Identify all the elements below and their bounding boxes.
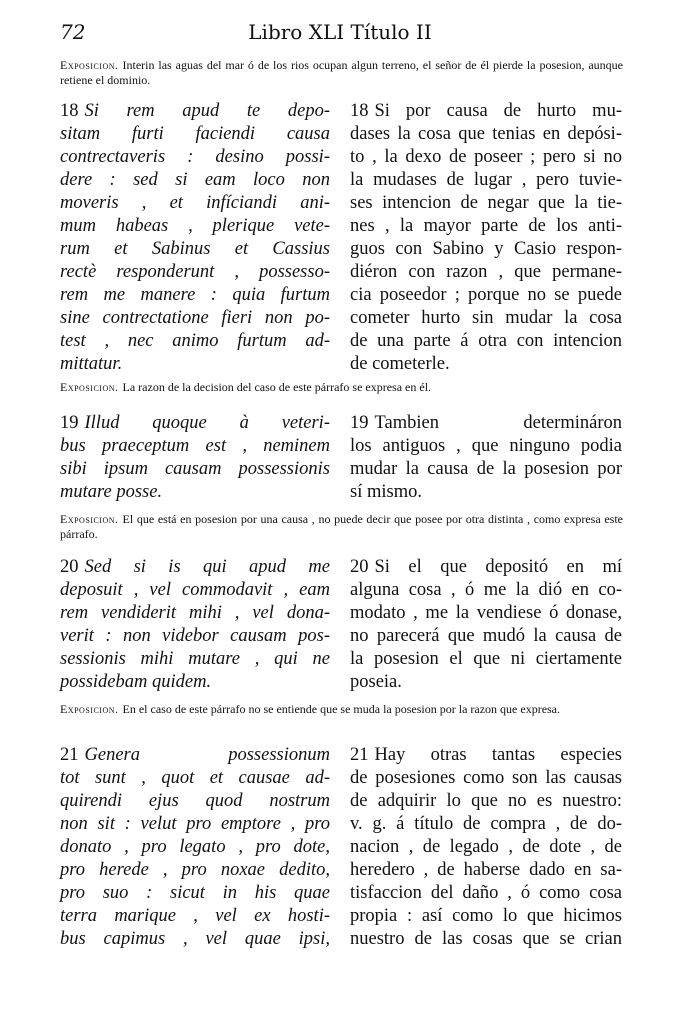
exposicion-text: Interin las aguas del mar ó de los rios ocupan algun terreno, el señor de él pierde la posesion, aunque retiene el dominio. [60, 58, 623, 87]
spanish-line: to , la dexo de poseer ; pero si no [350, 147, 622, 167]
spanish-line: nuestro de las cosas que se crian [350, 929, 622, 949]
spanish-line: de posesiones como son las causas [350, 768, 622, 788]
latin-line: rem me manere : quia furtum [60, 285, 330, 305]
exposicion-note [60, 380, 623, 395]
exposicion-note [60, 702, 623, 717]
spanish-line: diéron con razon , que permane- [350, 262, 622, 282]
latin-line: tot sunt , quot et causae ad- [60, 768, 330, 788]
latin-line: quirendi ejus quod nostrum [60, 791, 330, 811]
latin-line: rum et Sabinus et Cassius [60, 239, 330, 259]
latin-line: mum habeas , plerique vete- [60, 216, 330, 236]
spanish-line: los antiguos , que ninguno podia [350, 436, 622, 456]
exposicion-note [60, 58, 623, 88]
section-number: 19 [60, 413, 79, 433]
spanish-line: nes , la mayor parte de los anti- [350, 216, 622, 236]
section-number: 20 [350, 557, 369, 577]
latin-line: possidebam quidem. [60, 672, 212, 692]
latin-line: non sit : velut pro emptore , pro [60, 814, 330, 834]
spanish-column [350, 412, 622, 504]
spanish-line: cometer hurto sin mudar la cosa [350, 308, 622, 328]
exposicion-label: Exposicion. [60, 58, 119, 72]
latin-line: verit : non videbor causam pos- [60, 626, 330, 646]
latin-line: bus capimus , vel quae ipsi, [60, 929, 330, 949]
exposicion-label: Exposicion. [60, 512, 119, 526]
spanish-line: heredero , de haberse dado en sa- [350, 860, 622, 880]
spanish-line: guos con Sabino y Casio respon- [350, 239, 622, 259]
latin-line: donato , pro legato , pro dote, [60, 837, 330, 857]
latin-line: terra marique , vel ex hosti- [60, 906, 330, 926]
latin-line: bus praeceptum est , neminem [60, 436, 330, 456]
spanish-line: modato , me la vendiese ó donase, [350, 603, 622, 623]
spanish-line: poseia. [350, 672, 402, 692]
section-number: 20 [60, 557, 79, 577]
section-number: 21 [350, 745, 369, 765]
exposicion-label: Exposicion. [60, 380, 119, 394]
section-number: 19 [350, 413, 369, 433]
spanish-line: Hay otras tantas especies [374, 745, 622, 765]
latin-line: deposuit , vel commodavit , eam [60, 580, 330, 600]
spanish-column [350, 744, 622, 951]
spanish-line: la mudases de lugar , pero tuvie- [350, 170, 622, 190]
spanish-line: cia poseedor ; porque no se puede [350, 285, 622, 305]
section-number: 18 [60, 101, 79, 121]
latin-line: mutare posse. [60, 482, 163, 502]
latin-line: sibi ipsum causam possessionis [60, 459, 330, 479]
spanish-line: mudar la causa de la posesion por [350, 459, 622, 479]
latin-line: rectè responderunt , possesso- [60, 262, 330, 282]
spanish-line: de una parte á otra con intencion [350, 331, 622, 351]
spanish-line: la posesion el que ni ciertamente [350, 649, 622, 669]
spanish-line: v. g. á título de compra , de do- [350, 814, 622, 834]
latin-column [60, 100, 330, 376]
running-head: Libro XLI Título II [248, 20, 432, 44]
latin-line: sitam furti faciendi causa [60, 124, 330, 144]
page-number: 72 [60, 20, 86, 44]
spanish-line: sí mismo. [350, 482, 422, 502]
latin-line: Sed si is qui apud me [84, 557, 330, 577]
spanish-line: Si el que depositó en mí [374, 557, 622, 577]
spanish-column [350, 556, 622, 694]
latin-column [60, 412, 330, 504]
spanish-line: ses intencion de negar que la tie- [350, 193, 622, 213]
latin-line: sine contrectatione fieri non po- [60, 308, 330, 328]
spanish-line: alguna cosa , ó me la dió en co- [350, 580, 622, 600]
exposicion-note [60, 512, 623, 542]
latin-line: contrectaveris : desino possi- [60, 147, 330, 167]
latin-line: Genera possessionum [84, 745, 330, 765]
page-header [60, 20, 620, 46]
spanish-line: tisfaccion del daño , ó como cosa [350, 883, 622, 903]
exposicion-text: La razon de la decision del caso de este párrafo se expresa en él. [122, 380, 432, 394]
latin-column [60, 556, 330, 694]
spanish-line: Tambien determináron [374, 413, 622, 433]
spanish-column [350, 100, 622, 376]
spanish-line: propia : así como lo que hicimos [350, 906, 622, 926]
spanish-line: nacion , de legado , de dote , de [350, 837, 622, 857]
spanish-line: de adquirir lo que no es nuestro: [350, 791, 622, 811]
latin-line: sessionis mihi mutare , qui ne [60, 649, 330, 669]
latin-column [60, 744, 330, 951]
latin-line: Illud quoque à veteri- [84, 413, 330, 433]
spanish-line: dases la cosa que tenias en depósi- [350, 124, 622, 144]
latin-line: moveris , et infíciandi ani- [60, 193, 330, 213]
latin-line: rem vendiderit mihi , vel dona- [60, 603, 330, 623]
latin-line: Si rem apud te depo- [84, 101, 330, 121]
exposicion-label: Exposicion. [60, 702, 119, 716]
latin-line: dere : sed si eam loco non [60, 170, 330, 190]
exposicion-text: En el caso de este párrafo no se entiende que se muda la posesion por la razon que expresa. [122, 702, 561, 716]
latin-line: test , nec animo furtum ad- [60, 331, 330, 351]
spanish-line: Si por causa de hurto mu- [374, 101, 622, 121]
spanish-line: de cometerle. [350, 354, 450, 374]
spanish-line: no parecerá que mudó la causa de [350, 626, 622, 646]
latin-line: pro suo : sicut in his quae [60, 883, 330, 903]
exposicion-text: El que está en posesion por una causa , no puede decir que posee por otra distinta , como expresa este párrafo. [60, 512, 623, 541]
latin-line: mittatur. [60, 354, 123, 374]
latin-line: pro herede , pro noxae dedito, [60, 860, 330, 880]
section-number: 21 [60, 745, 79, 765]
section-number: 18 [350, 101, 369, 121]
